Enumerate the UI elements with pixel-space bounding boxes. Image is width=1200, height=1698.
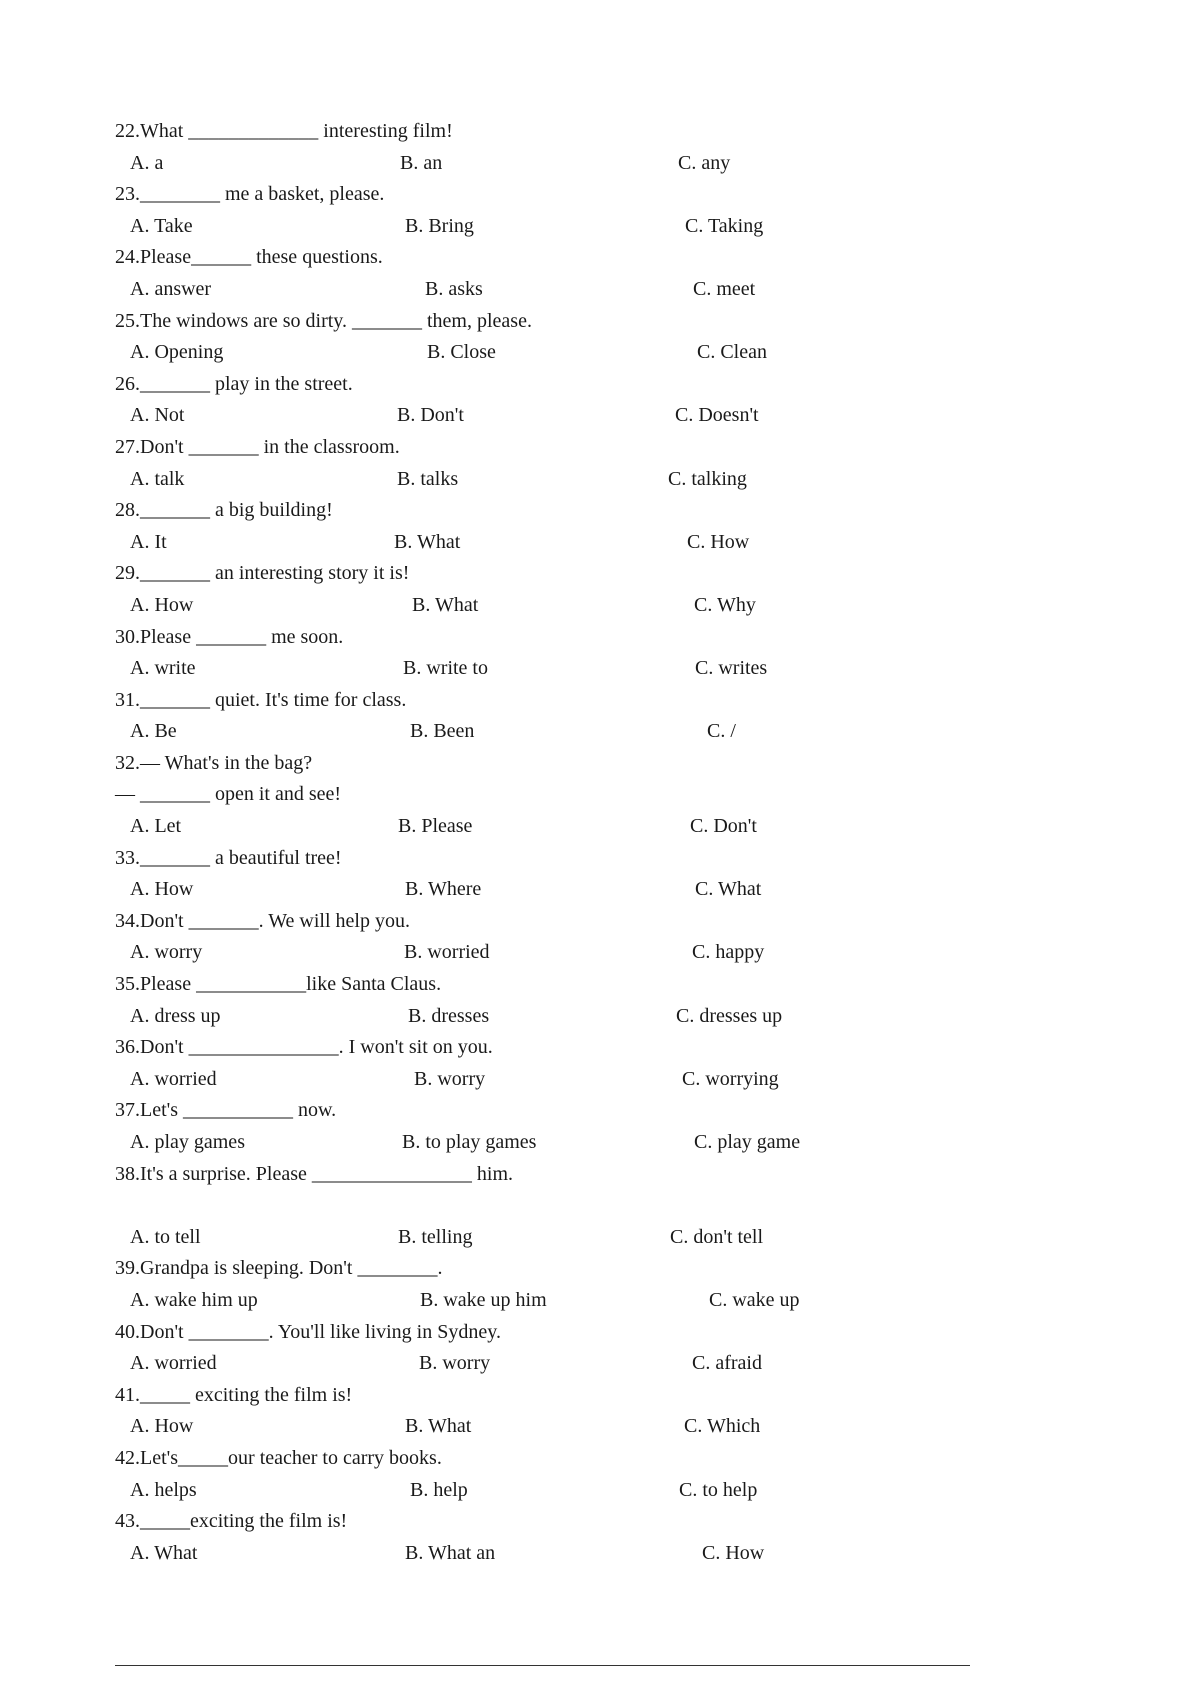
answer-options [115,1001,1015,1033]
answer-options [115,337,1015,369]
question-stem: 32.— What's in the bag? [115,751,313,774]
question-item [115,1032,1015,1095]
question-stem: 36.Don't _______________. I won't sit on you. [115,1036,493,1059]
question-item [115,969,1015,1032]
answer-option-a: A. Not [130,404,185,427]
answer-option-c: C. talking [668,467,747,490]
answer-option-c: C. worrying [682,1067,779,1090]
question-stem: 30.Please _______ me soon. [115,625,344,648]
answer-options [115,1475,1015,1507]
answer-option-a: A. a [130,151,164,174]
answer-option-c: C. happy [692,941,765,964]
answer-options [115,211,1015,243]
answer-options [115,874,1015,906]
answer-option-a: A. play games [130,1131,245,1153]
answer-option-b: B. What [412,593,479,616]
answer-option-c: C. afraid [692,1352,762,1375]
answer-option-c: C. / [707,720,736,743]
answer-option-c: C. play game [694,1131,801,1153]
question-stem: 41._____ exciting the film is! [115,1383,353,1406]
answer-options [115,1411,1015,1443]
answer-option-a: A. It [130,530,167,553]
answer-option-b: B. talks [397,467,459,490]
question-stem: 25.The windows are so dirty. _______ them, please. [115,309,532,332]
answer-option-b: B. to play games [402,1131,537,1153]
answer-option-b: B. Where [405,878,482,901]
question-stem: 23.________ me a basket, please. [115,183,385,206]
answer-option-b: B. What [394,530,461,553]
question-item [115,1443,1015,1506]
answer-option-b: B. What [405,1415,472,1438]
question-item [115,369,1015,432]
answer-option-b: B. Please [398,815,473,838]
question-item [115,1317,1015,1380]
question-item [115,116,1015,179]
question-item [115,558,1015,621]
question-item [115,1159,1015,1254]
answer-option-c: C. Doesn't [675,404,759,427]
answer-options [115,400,1015,432]
question-item [115,179,1015,242]
question-stem: 42.Let's_____our teacher to carry books. [115,1446,442,1469]
question-item [115,242,1015,305]
question-item [115,1253,1015,1316]
question-stem: 28._______ a big building! [115,499,333,522]
answer-option-b: B. telling [398,1225,473,1248]
answer-option-a: A. worry [130,941,203,964]
answer-options [115,590,1015,622]
blank-line-spacer [115,1190,1015,1222]
answer-option-c: C. Don't [690,815,757,838]
answer-option-c: C. don't tell [670,1225,764,1248]
answer-option-c: C. Why [694,593,756,616]
answer-options [115,1064,1015,1096]
answer-option-a: A. worried [130,1352,217,1375]
answer-option-a: A. What [130,1541,198,1564]
answer-option-a: A. worried [130,1067,217,1090]
question-stem: 40.Don't ________. You'll like living in Sydney. [115,1320,501,1343]
answer-options [115,148,1015,180]
question-list [115,116,1015,1569]
answer-option-b: B. Bring [405,214,474,237]
answer-options [115,1538,1015,1570]
answer-option-a: A. wake him up [130,1288,258,1311]
answer-options [115,1222,1015,1254]
question-stem: 38.It's a surprise. Please ________________ him. [115,1162,514,1185]
answer-option-a: A. to tell [130,1225,201,1248]
answer-option-a: A. dress up [130,1004,221,1027]
question-stem: 43._____exciting the film is! [115,1510,348,1533]
question-item [115,1095,1015,1158]
answer-option-c: C. How [702,1541,765,1564]
answer-option-b: B. What an [405,1541,496,1564]
question-stem: 26._______ play in the street. [115,372,353,395]
answer-option-a: A. How [130,1415,194,1438]
question-item [115,1506,1015,1569]
answer-option-c: C. to help [679,1478,758,1501]
answer-option-c: C. meet [693,277,756,300]
answer-option-c: C. writes [695,657,768,680]
answer-option-c: C. Clean [697,341,767,364]
answer-option-c: C. wake up [709,1288,800,1311]
question-stem: 35.Please ___________like Santa Claus. [115,973,442,996]
answer-options [115,1348,1015,1380]
question-stem: 37.Let's ___________ now. [115,1099,337,1122]
question-stem-continuation: — _______ open it and see! [115,783,342,806]
answer-option-a: A. Take [130,214,193,237]
question-stem: 22.What _____________ interesting film! [115,120,453,142]
answer-options [115,1127,1015,1159]
answer-option-c: C. What [695,878,762,901]
answer-option-b: B. worry [419,1352,491,1375]
question-item [115,748,1015,843]
answer-option-b: B. Close [427,341,496,364]
question-item [115,906,1015,969]
answer-option-a: A. How [130,878,194,901]
answer-options [115,1285,1015,1317]
answer-options [115,716,1015,748]
answer-option-b: B. asks [425,277,483,300]
question-item [115,622,1015,685]
question-stem: 34.Don't _______. We will help you. [115,909,410,932]
answer-option-b: B. help [410,1478,468,1501]
answer-option-a: A. Let [130,815,182,838]
answer-option-b: B. worry [414,1067,486,1090]
answer-option-a: A. talk [130,467,185,490]
question-item [115,432,1015,495]
answer-option-c: C. Which [684,1415,761,1438]
answer-options [115,811,1015,843]
answer-option-b: B. wake up him [420,1288,547,1311]
answer-option-a: A. answer [130,277,212,300]
question-item [115,1380,1015,1443]
answer-option-a: A. write [130,657,196,680]
answer-option-c: C. dresses up [676,1004,783,1027]
footer-rule [115,1665,970,1666]
question-stem: 33._______ a beautiful tree! [115,846,342,869]
answer-option-a: A. helps [130,1478,197,1501]
answer-option-c: C. any [678,151,731,174]
answer-options [115,464,1015,496]
answer-option-b: B. write to [403,657,488,680]
answer-option-a: A. Opening [130,341,224,364]
question-stem: 24.Please______ these questions. [115,246,383,269]
question-item [115,495,1015,558]
answer-option-b: B. worried [404,941,490,964]
answer-options [115,653,1015,685]
question-stem: 31._______ quiet. It's time for class. [115,688,407,711]
answer-option-c: C. How [687,530,750,553]
question-stem: 27.Don't _______ in the classroom. [115,435,400,458]
answer-option-c: C. Taking [685,214,764,237]
answer-option-a: A. How [130,593,194,616]
question-stem: 39.Grandpa is sleeping. Don't ________. [115,1257,443,1280]
answer-options [115,274,1015,306]
answer-option-b: B. Been [410,720,475,743]
question-item [115,685,1015,748]
question-stem: 29._______ an interesting story it is! [115,562,410,585]
answer-option-a: A. Be [130,720,177,743]
answer-option-b: B. an [400,151,443,174]
answer-option-b: B. Don't [397,404,464,427]
question-item [115,843,1015,906]
answer-options [115,937,1015,969]
answer-option-b: B. dresses [408,1004,490,1027]
answer-options [115,527,1015,559]
question-item [115,306,1015,369]
